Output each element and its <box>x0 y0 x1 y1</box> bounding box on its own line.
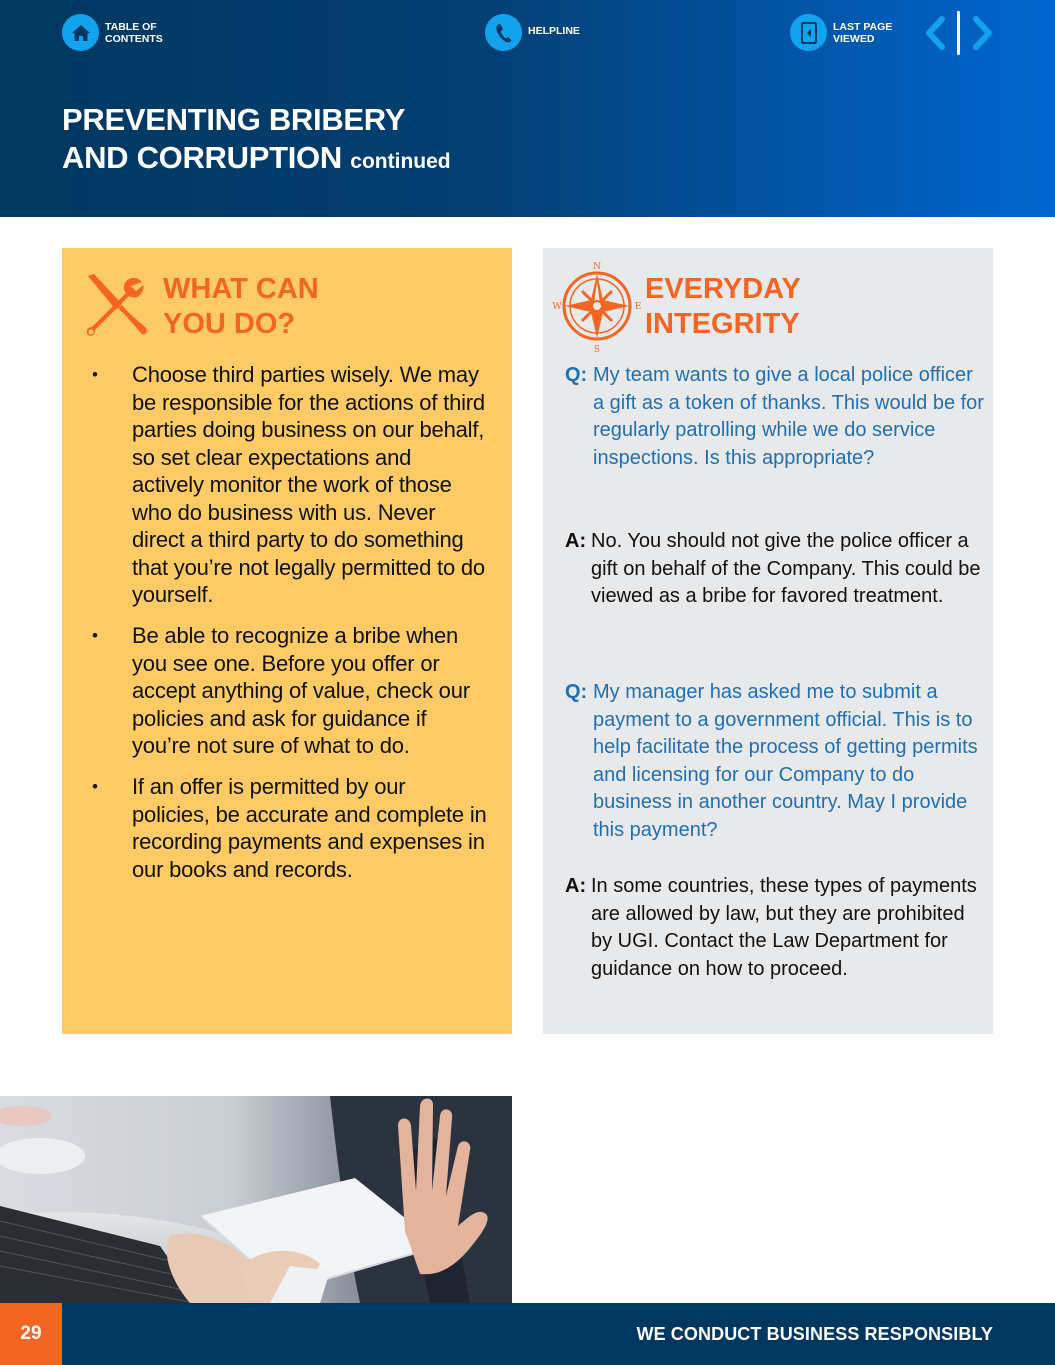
list-item: • If an offer is permitted by our policies, be accurate and complete in recording payments and expenses in our books and records. <box>92 773 487 883</box>
tools-icon <box>82 272 150 340</box>
compass-letter-n: N <box>593 262 601 272</box>
chevron-right-icon[interactable] <box>970 16 996 50</box>
compass-icon <box>549 260 645 356</box>
answer-2 <box>565 873 985 983</box>
page-footer <box>0 1303 1055 1365</box>
everyday-integrity-heading <box>645 272 801 342</box>
ei-heading-line1: EVERYDAY <box>645 273 801 305</box>
question-text: My team wants to give a local police officer a gift as a token of thanks. This would be for regularly patrolling while we do service inspections. Is this appropriate? <box>593 364 984 469</box>
toc-label-line1: TABLE OF <box>105 20 157 33</box>
page-title-line1: PREVENTING BRIBERY <box>62 102 406 137</box>
refusing-envelope-photo <box>0 1096 512 1303</box>
last-page-icon <box>790 14 827 51</box>
everyday-integrity-card <box>543 248 993 1034</box>
page-title-line2: AND CORRUPTION <box>62 140 342 175</box>
phone-icon <box>485 14 522 51</box>
question-text: My manager has asked me to submit a payment to a government official. This is to help facilitate the process of getting permits and licensing for our Company to do business in another country. May I provide this payment? <box>593 681 978 841</box>
toc-label-line2: CONTENTS <box>105 32 163 45</box>
page-header <box>0 0 1055 217</box>
answer-1 <box>565 528 985 611</box>
table-of-contents-link[interactable] <box>62 14 163 51</box>
question-1 <box>565 362 985 472</box>
compass-letter-e: E <box>634 302 642 312</box>
home-icon <box>62 14 99 51</box>
last-page-viewed-link[interactable] <box>790 14 892 51</box>
page-title-suffix: continued <box>350 150 451 173</box>
footer-section-title: WE CONDUCT BUSINESS RESPONSIBLY <box>636 1324 993 1344</box>
answer-text: In some countries, these types of payments are allowed by law, but they are prohibited by UGI. Contact the Law Department for guidance on how to proceed. <box>591 875 977 980</box>
wcyd-heading-line1: WHAT CAN <box>163 273 319 305</box>
what-can-you-do-heading <box>163 272 319 342</box>
last-page-label-line1: LAST PAGE <box>833 20 893 33</box>
what-can-you-do-card <box>62 248 512 1034</box>
question-2 <box>565 679 985 844</box>
pager-divider <box>957 11 960 55</box>
list-item: • Be able to recognize a bribe when you see one. Before you offer or accept anything of value, check our policies and ask for guidance if you’re not sure of what to do. <box>92 622 487 760</box>
page-title-line2-wrap <box>62 139 451 181</box>
guidance-list <box>92 361 487 897</box>
question-tag: Q: <box>565 364 588 386</box>
toc-label <box>105 21 163 45</box>
page-number: 29 <box>0 1303 62 1365</box>
compass-letter-s: S <box>593 345 601 355</box>
answer-text: No. You should not give the police officer a gift on behalf of the Company. This could be viewed as a bribe for favored treatment. <box>591 530 981 607</box>
last-page-label <box>833 21 892 45</box>
last-page-label-line2: VIEWED <box>833 32 875 45</box>
ei-heading-line2: INTEGRITY <box>645 308 800 340</box>
page-navigation <box>922 10 996 56</box>
helpline-label: HELPLINE <box>528 25 580 37</box>
helpline-link[interactable] <box>485 14 580 51</box>
wcyd-heading-line2: YOU DO? <box>163 308 296 340</box>
page-title <box>62 101 451 181</box>
compass-letter-w: W <box>552 302 562 312</box>
question-tag: Q: <box>565 681 588 703</box>
list-item: • Choose third parties wisely. We may be responsible for the actions of third parties doing business on our behalf, so set clear expectations and actively monitor the work of those who do business with us. Never direct a third party to do something that you’re not legally permitted to do yourself. <box>92 361 487 609</box>
chevron-left-icon[interactable] <box>922 16 948 50</box>
answer-tag: A: <box>565 875 587 897</box>
answer-tag: A: <box>565 530 587 552</box>
